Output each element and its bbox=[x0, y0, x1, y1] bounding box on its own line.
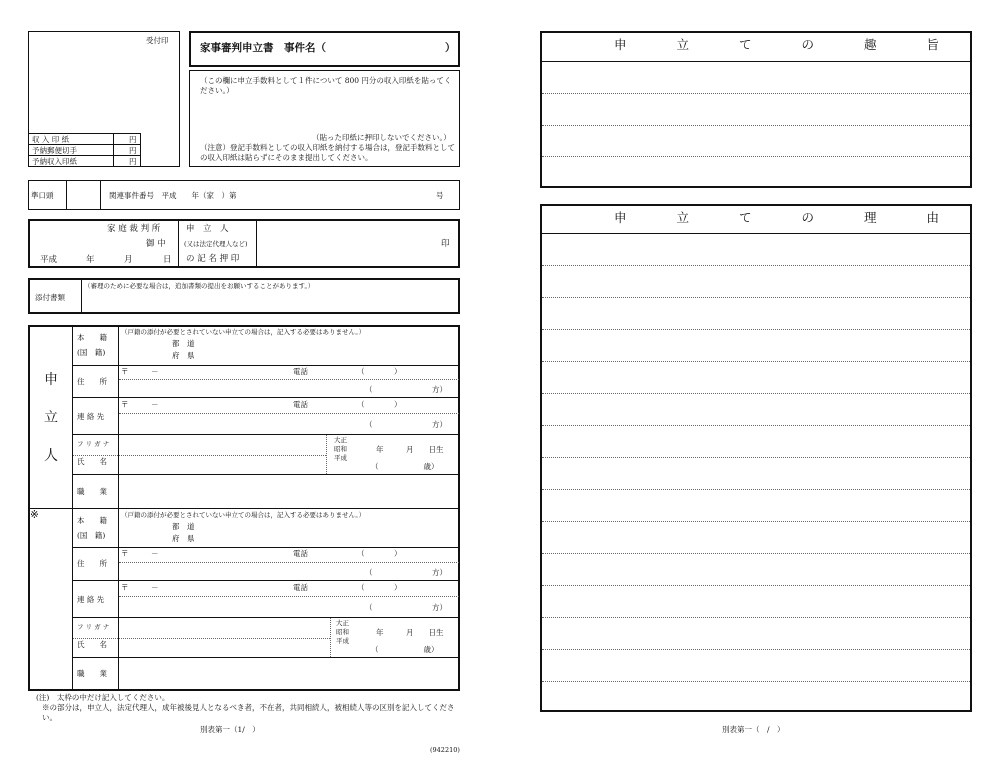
kata-label: 方） bbox=[432, 385, 447, 394]
age-label: （ 歳） bbox=[371, 462, 439, 471]
riyu-ruled-line bbox=[542, 393, 970, 394]
postal-mark: 〒 － bbox=[121, 400, 159, 409]
uketsuke-label: 受付印 bbox=[146, 36, 169, 45]
paren-close: ） bbox=[394, 583, 402, 592]
junkoutou-label: 準口頭 bbox=[31, 191, 54, 200]
asterisk-mark: ※ bbox=[30, 509, 39, 521]
todo-label: 都 道 bbox=[172, 522, 195, 531]
stamp-row-label: 予納郵便切手 bbox=[32, 146, 77, 155]
date-day: 日 bbox=[163, 255, 172, 265]
kata-label: 方） bbox=[432, 420, 447, 429]
riyu-ruled-line bbox=[542, 425, 970, 426]
paren-open: （ bbox=[365, 420, 373, 429]
todo-label: 都 道 bbox=[172, 339, 195, 348]
honseki-label: 本 籍 bbox=[77, 333, 107, 342]
postal-mark: 〒 － bbox=[121, 549, 159, 558]
paren-open: （ bbox=[357, 400, 365, 409]
shokugyo-label: 職 業 bbox=[77, 487, 107, 496]
honseki-note: （戸籍の添付が必要とされていない申立ての場合は，記入する必要はありません。） bbox=[121, 328, 366, 336]
furigana-label: フ リ ガ ナ bbox=[77, 623, 110, 631]
birthdate-label: 年 月 日生 bbox=[376, 628, 444, 637]
era-label: 大正 bbox=[334, 436, 347, 444]
tel-label: 電話 bbox=[293, 367, 308, 376]
honseki-label: (国 籍) bbox=[77, 348, 106, 357]
postal-mark: 〒 － bbox=[121, 583, 159, 592]
riyu-ruled-line bbox=[542, 265, 970, 266]
honseki-note: （戸籍の添付が必要とされていない申立ての場合は，記入する必要はありません。） bbox=[121, 511, 366, 519]
applicant-side-char: 申 bbox=[44, 372, 58, 388]
birthdate-label: 年 月 日生 bbox=[376, 445, 444, 454]
riyu-ruled-line bbox=[542, 681, 970, 682]
stamp-row-unit: 円 bbox=[129, 146, 137, 155]
riyu-ruled-line bbox=[542, 329, 970, 330]
footnote-1: (注) 太枠の中だけ記入してください。 bbox=[36, 693, 170, 702]
tel-label: 電話 bbox=[293, 400, 308, 409]
paren-open: （ bbox=[357, 583, 365, 592]
shimei-label: 氏 名 bbox=[77, 457, 107, 466]
jusho-label: 住 所 bbox=[77, 559, 107, 568]
gou-label: 号 bbox=[436, 191, 444, 200]
jusho-label: 住 所 bbox=[77, 377, 107, 386]
onchu-label: 御 中 bbox=[146, 239, 166, 249]
honseki-label: (国 籍) bbox=[77, 531, 106, 540]
riyu-ruled-line bbox=[542, 553, 970, 554]
era-label: 昭和 bbox=[334, 445, 347, 453]
riyu-title: 申 立 て の 理 由 bbox=[614, 210, 940, 225]
riyu-ruled-line bbox=[542, 649, 970, 650]
shushi-box bbox=[540, 31, 972, 188]
renraku-label: 連 絡 先 bbox=[77, 412, 105, 421]
stamp-row-unit: 円 bbox=[129, 157, 137, 166]
caution-note: （注意）登記手数料としての収入印紙を納付する場合は，登記手数料としての収入印紙は貼らずにそのまま提出してください。 bbox=[200, 143, 455, 163]
paren-open: （ bbox=[357, 549, 365, 558]
form-code: (942210) bbox=[430, 746, 460, 754]
fee-note: （この欄に申立手数料として１件について 800 円分の収入印紙を貼ってください。） bbox=[200, 76, 452, 96]
beppyo-right: 別表第一（ / ） bbox=[722, 725, 785, 734]
footnote-2: ※の部分は，申立人，法定代理人，成年被後見人となるべき者，不在者，共同相続人，被相続人等の区別を記入してください。 bbox=[42, 703, 455, 723]
attachment-note: （審理のために必要な場合は，追加書類の提出をお願いすることがあります。） bbox=[84, 282, 315, 290]
era-label: 大正 bbox=[336, 619, 349, 627]
shushi-title: 申 立 て の 趣 旨 bbox=[614, 37, 940, 52]
attachment-label: 添付書類 bbox=[35, 293, 65, 302]
shimei-label: 氏 名 bbox=[77, 640, 107, 649]
paren-close: ） bbox=[394, 400, 402, 409]
fuken-label: 府 県 bbox=[172, 534, 195, 543]
riyu-ruled-line bbox=[542, 457, 970, 458]
paren-open: （ bbox=[365, 385, 373, 394]
riyu-ruled-line bbox=[542, 585, 970, 586]
renraku-label: 連 絡 先 bbox=[77, 595, 105, 604]
applicant-seal-label: 申 立 人 bbox=[186, 224, 229, 234]
shokugyo-label: 職 業 bbox=[77, 669, 107, 678]
stamp-row-label: 収 入 印 紙 bbox=[32, 135, 70, 144]
riyu-ruled-line bbox=[542, 521, 970, 522]
honseki-label: 本 籍 bbox=[77, 516, 107, 525]
riyu-ruled-line bbox=[542, 489, 970, 490]
fuken-label: 府 県 bbox=[172, 351, 195, 360]
date-year: 年 bbox=[86, 255, 95, 265]
applicant-side-char: 人 bbox=[44, 448, 58, 464]
age-label: （ 歳） bbox=[371, 645, 439, 654]
paren-open: （ bbox=[365, 568, 373, 577]
riyu-ruled-line bbox=[542, 617, 970, 618]
tel-label: 電話 bbox=[293, 583, 308, 592]
stamp-row-label: 予納収入印紙 bbox=[32, 157, 77, 166]
date-month: 月 bbox=[124, 255, 133, 265]
era-label: 昭和 bbox=[336, 628, 349, 636]
title-close-paren: ） bbox=[445, 42, 456, 54]
era-label: 平成 bbox=[336, 637, 349, 645]
date-era: 平成 bbox=[40, 255, 58, 265]
applicant-seal-label: の 記 名 押 印 bbox=[186, 254, 240, 264]
kata-label: 方） bbox=[432, 568, 447, 577]
riyu-ruled-line bbox=[542, 297, 970, 298]
seal-mark: 印 bbox=[441, 239, 450, 249]
tel-label: 電話 bbox=[293, 549, 308, 558]
paren-open: （ bbox=[365, 603, 373, 612]
page-title: 家事審判申立書 事件名（ bbox=[200, 42, 326, 54]
postal-mark: 〒 － bbox=[121, 367, 159, 376]
case-number-row bbox=[28, 180, 460, 210]
kata-label: 方） bbox=[432, 603, 447, 612]
era-label: 平成 bbox=[334, 454, 347, 462]
furigana-label: フ リ ガ ナ bbox=[77, 440, 110, 448]
applicant-seal-label: (又は法定代理人など) bbox=[184, 240, 248, 248]
paren-close: ） bbox=[394, 367, 402, 376]
court-label: 家 庭 裁 判 所 bbox=[107, 224, 161, 234]
paren-open: （ bbox=[357, 367, 365, 376]
stamp-row-unit: 円 bbox=[129, 135, 137, 144]
related-case-label: 関連事件番号 平成 年（家 ）第 bbox=[109, 191, 237, 200]
riyu-box bbox=[540, 204, 972, 712]
beppyo-left: 別表第一（1/ ） bbox=[200, 725, 260, 734]
no-stamp-note: （貼った印紙に押印しないでください。） bbox=[312, 133, 451, 142]
riyu-ruled-line bbox=[542, 361, 970, 362]
paren-close: ） bbox=[394, 549, 402, 558]
applicant-side-char: 立 bbox=[44, 410, 58, 426]
